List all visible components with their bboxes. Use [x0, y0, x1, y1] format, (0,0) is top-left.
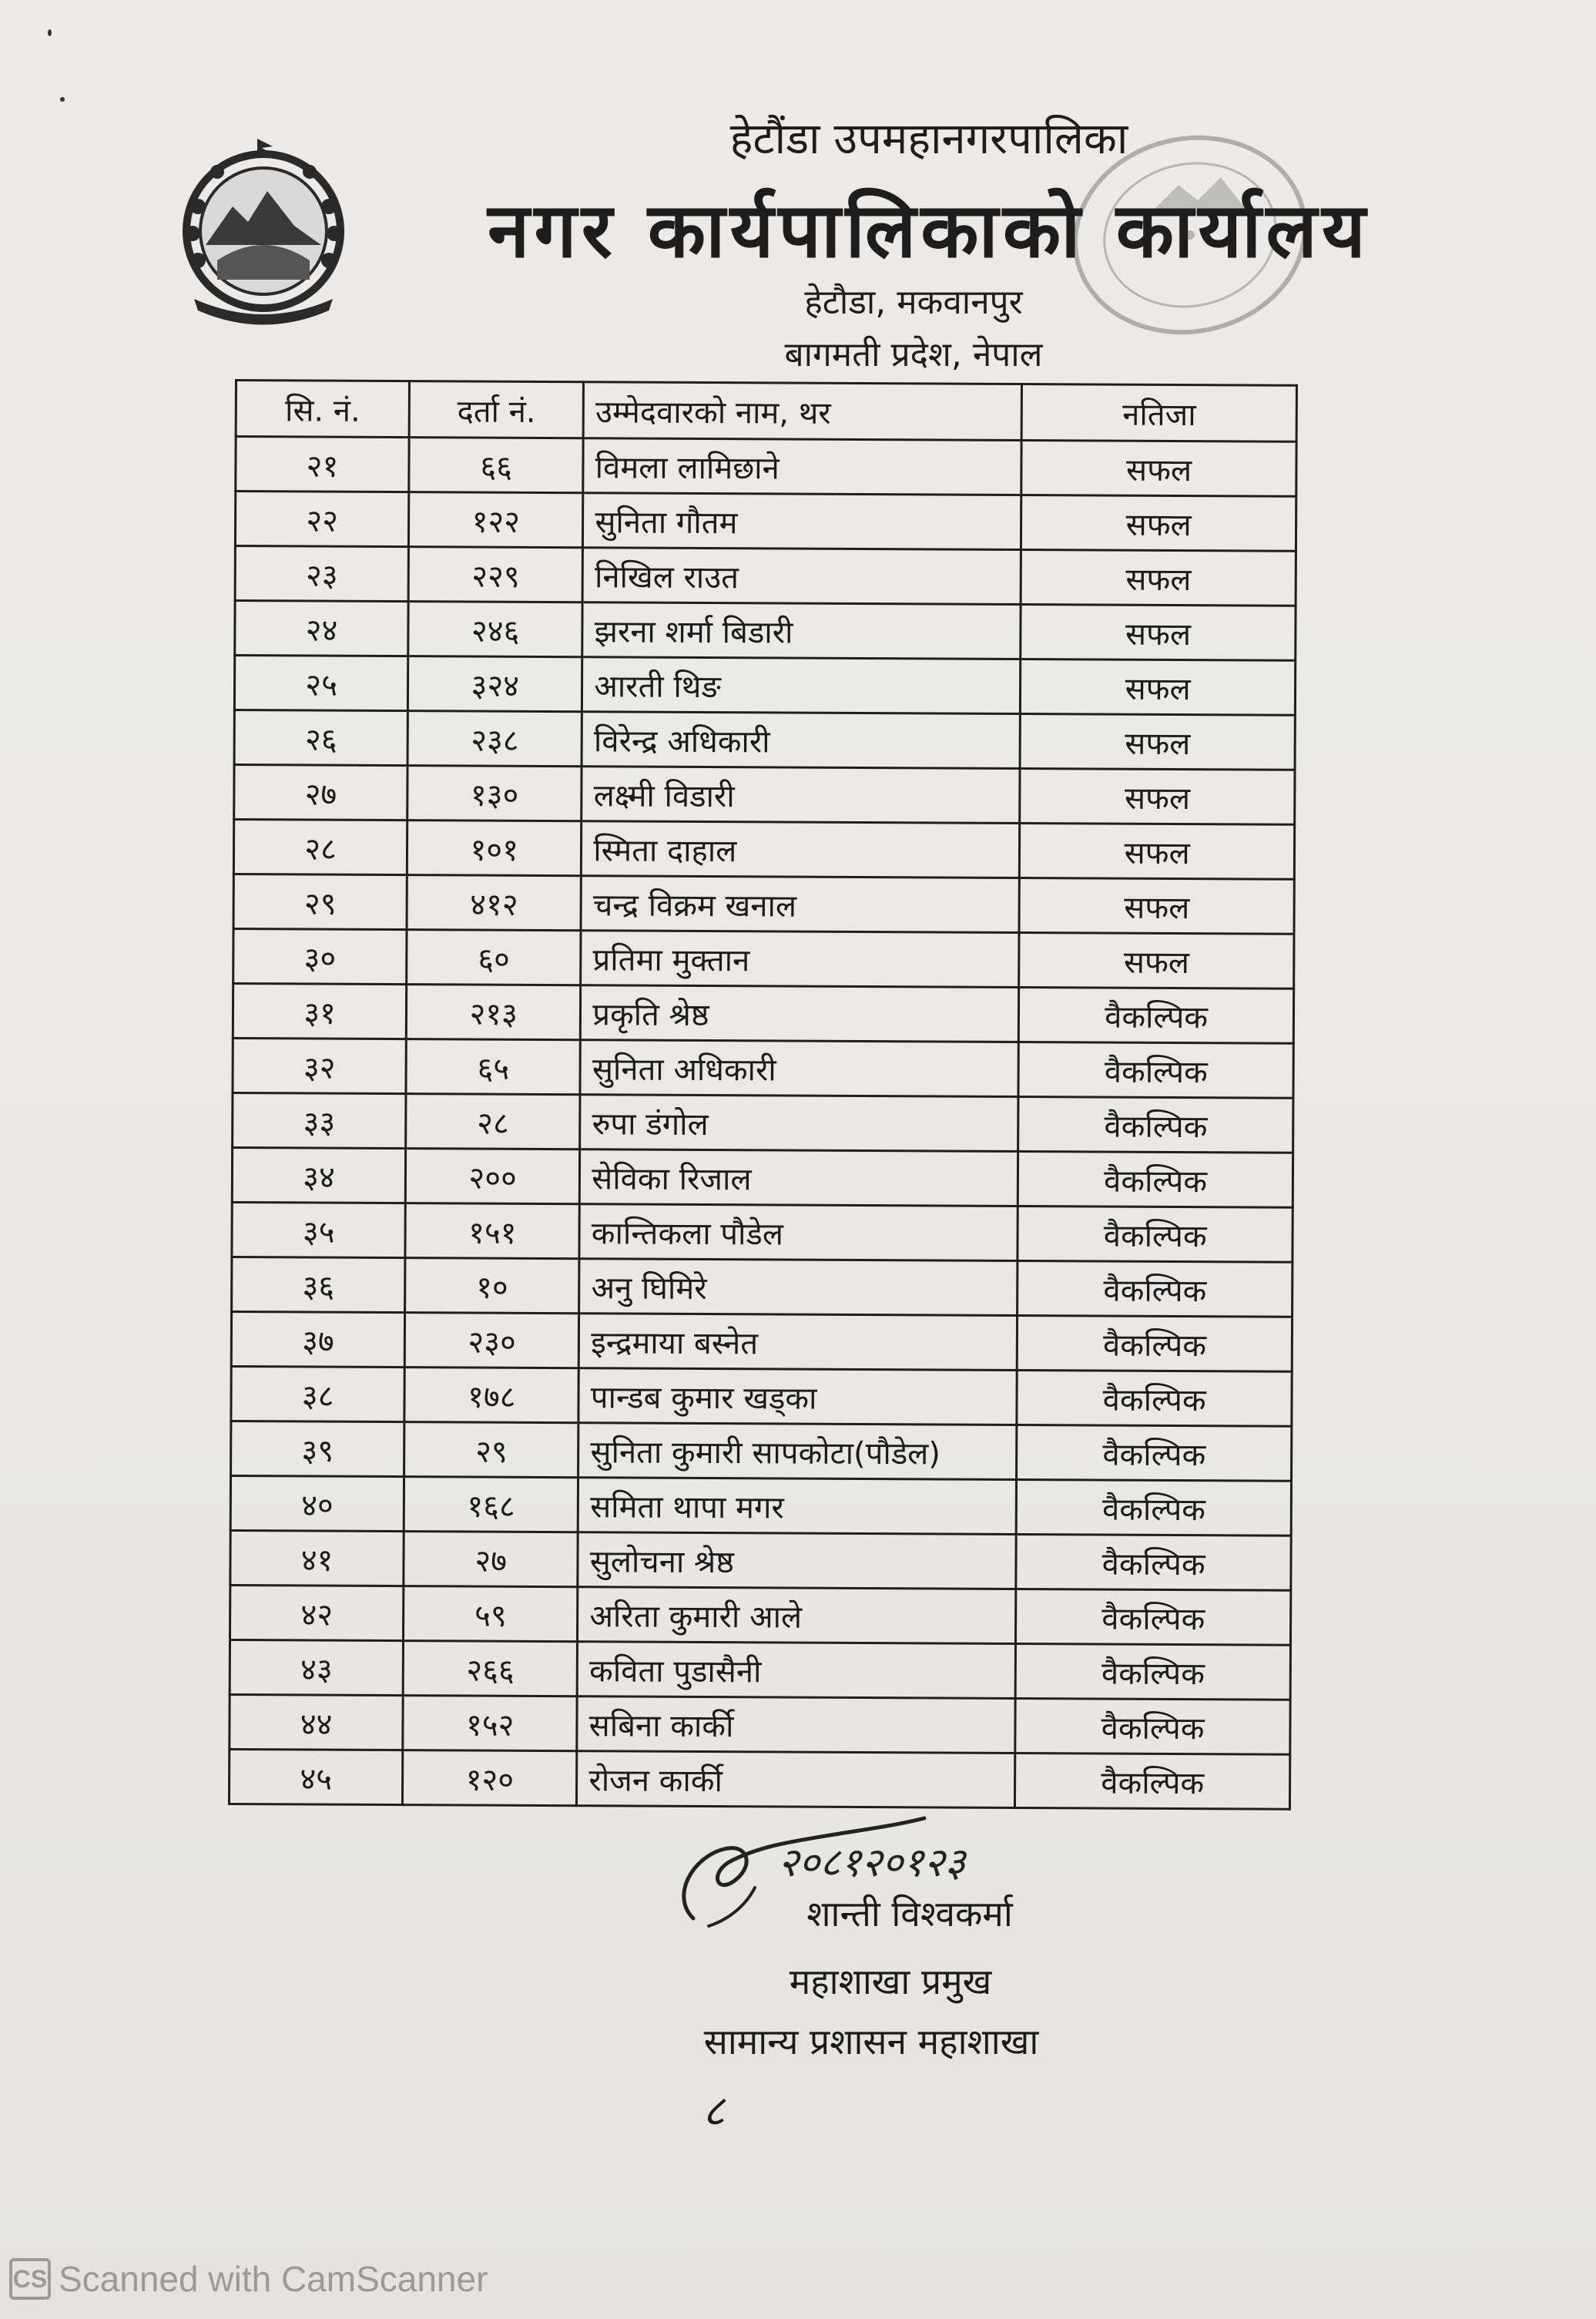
candidate-name-cell: इन्द्रमाया बस्नेत: [579, 1314, 1018, 1371]
candidate-name-cell: रोजन कार्की: [577, 1751, 1015, 1808]
result-cell: सफल: [1019, 932, 1294, 988]
candidate-name-cell: सुनिता कुमारी सापकोटा(पौडेल): [578, 1423, 1017, 1480]
serial-cell: २५: [234, 656, 408, 711]
candidate-name-cell: अरिता कुमारी आले: [578, 1587, 1016, 1644]
table-row: [231, 1421, 1292, 1481]
result-cell: सफल: [1021, 604, 1296, 660]
candidate-name-cell: झरना शर्मा बिडारी: [582, 602, 1021, 659]
table-row: [230, 1694, 1290, 1754]
candidate-name-cell: लक्ष्मी विडारी: [582, 767, 1020, 824]
result-cell: वैकल्पिक: [1018, 1096, 1293, 1153]
result-cell: वैकल्पिक: [1018, 1260, 1293, 1317]
result-cell: वैकल्पिक: [1016, 1479, 1291, 1535]
candidate-name-cell: अनु घिमिरे: [579, 1259, 1018, 1316]
table-header-row: [236, 381, 1296, 442]
result-cell: सफल: [1021, 495, 1296, 551]
result-cell: सफल: [1020, 768, 1295, 824]
column-header-name: उम्मेदवारको नाम, थर: [583, 382, 1021, 441]
table-row: [233, 874, 1294, 934]
result-cell: वैकल्पिक: [1019, 987, 1294, 1043]
registration-cell: १५२: [403, 1696, 577, 1751]
serial-cell: ३६: [232, 1257, 406, 1312]
result-cell: वैकल्पिक: [1015, 1643, 1290, 1700]
serial-cell: ३८: [231, 1366, 405, 1421]
serial-cell: २९: [233, 874, 407, 929]
serial-cell: २२: [235, 492, 409, 547]
serial-cell: ३४: [232, 1147, 406, 1203]
table-row: [233, 820, 1294, 880]
registration-cell: १२०: [403, 1750, 577, 1806]
signatory-name: शान्ती विश्वकर्मा: [806, 1893, 1013, 1935]
result-cell: वैकल्पिक: [1017, 1425, 1292, 1481]
registration-cell: २१३: [407, 985, 581, 1040]
address-city: हेटौडा, मकवानपुर: [804, 283, 1023, 322]
candidate-name-cell: आरती थिङ: [582, 657, 1021, 714]
registration-cell: २२९: [408, 547, 582, 602]
result-cell: सफल: [1021, 440, 1296, 496]
serial-cell: ३०: [233, 928, 407, 984]
serial-cell: २६: [234, 710, 408, 766]
candidate-name-cell: रुपा डंगोल: [580, 1095, 1018, 1152]
column-header-registration: दर्ता नं.: [409, 381, 583, 438]
serial-cell: ४५: [229, 1749, 403, 1804]
table-row: [230, 1530, 1291, 1590]
serial-cell: ३५: [232, 1202, 406, 1257]
result-cell: सफल: [1019, 878, 1294, 934]
table-row: [232, 1202, 1293, 1262]
registration-cell: २००: [405, 1149, 579, 1204]
serial-cell: ३७: [231, 1311, 405, 1367]
table-row: [235, 601, 1296, 661]
candidate-name-cell: प्रतिमा मुक्तान: [581, 931, 1019, 988]
result-cell: सफल: [1020, 823, 1295, 879]
registration-cell: २८: [406, 1094, 580, 1149]
table-row: [236, 437, 1296, 497]
registration-cell: १५१: [405, 1203, 579, 1259]
registration-cell: २३०: [404, 1313, 578, 1368]
registration-cell: १२२: [409, 492, 583, 548]
result-cell: सफल: [1021, 549, 1296, 606]
registration-cell: ६६: [409, 438, 583, 493]
table-row: [229, 1749, 1289, 1809]
table-row: [230, 1639, 1290, 1700]
candidate-name-cell: निखिल राउत: [582, 548, 1021, 605]
table-row: [234, 765, 1295, 825]
signatory-department: सामान्य प्रशासन महाशाखा: [703, 2021, 1039, 2062]
candidate-name-cell: स्मिता दाहाल: [582, 821, 1020, 878]
table-row: [233, 1092, 1293, 1153]
result-cell: वैकल्पिक: [1015, 1698, 1290, 1754]
table-row: [232, 1147, 1293, 1207]
table-row: [235, 546, 1296, 606]
registration-cell: ६५: [406, 1039, 580, 1095]
candidate-name-cell: प्रकृति श्रेष्ठ: [581, 985, 1019, 1042]
page-number: ८: [702, 2086, 726, 2136]
candidate-name-cell: सुनिता गौतम: [583, 493, 1021, 550]
serial-cell: २१: [236, 437, 410, 492]
serial-cell: २७: [234, 765, 408, 821]
serial-cell: २३: [235, 546, 409, 602]
candidate-name-cell: कान्तिकला पौडेल: [579, 1204, 1018, 1261]
candidate-name-cell: पान्डब कुमार खड्का: [578, 1368, 1017, 1425]
dust-speck: [48, 29, 52, 36]
table-row: [232, 1257, 1293, 1317]
serial-cell: ३२: [233, 1038, 407, 1093]
registration-cell: २६६: [403, 1641, 577, 1696]
office-title: नगर कार्यपालिकाको कार्यालय: [488, 187, 1370, 275]
registration-cell: ३२४: [408, 656, 582, 712]
registration-cell: २४६: [408, 602, 582, 657]
result-cell: वैकल्पिक: [1018, 1151, 1293, 1207]
registration-cell: १३०: [407, 766, 582, 821]
candidate-name-cell: विरेन्द्र अधिकारी: [582, 712, 1020, 769]
table-row: [233, 983, 1293, 1043]
serial-cell: ४२: [230, 1585, 404, 1640]
table-row: [234, 656, 1295, 716]
table-row: [230, 1585, 1291, 1645]
signature-date-scrawl: २०८१२०१२३: [778, 1840, 966, 1886]
table-row: [231, 1366, 1292, 1426]
camscanner-logo-icon: CS: [9, 2258, 51, 2300]
candidate-name-cell: समिता थापा मगर: [578, 1478, 1016, 1535]
registration-cell: १०: [405, 1258, 579, 1314]
result-cell: वैकल्पिक: [1018, 1206, 1293, 1262]
table-row: [231, 1311, 1292, 1371]
candidate-name-cell: सेविका रिजाल: [580, 1149, 1018, 1206]
candidate-name-cell: कविता पुडासैनी: [577, 1642, 1015, 1699]
registration-cell: २७: [404, 1532, 578, 1587]
registration-cell: ६०: [407, 930, 581, 985]
address-province: बागमती प्रदेश, नेपाल: [784, 335, 1043, 374]
serial-cell: ४४: [230, 1694, 404, 1750]
serial-cell: ३१: [233, 983, 407, 1039]
signatory-post: महाशाखा प्रमुख: [789, 1961, 992, 2002]
result-cell: वैकल्पिक: [1018, 1042, 1293, 1098]
registration-cell: १७८: [404, 1368, 578, 1423]
table-row: [230, 1475, 1291, 1535]
serial-cell: ४१: [230, 1530, 404, 1586]
registration-cell: ४१२: [407, 875, 581, 931]
column-header-serial: सि. नं.: [236, 381, 410, 438]
dust-speck: [60, 97, 65, 102]
table-row: [234, 710, 1295, 770]
result-cell: सफल: [1020, 713, 1295, 770]
registration-cell: १६८: [404, 1477, 578, 1532]
registration-cell: १०१: [407, 821, 582, 876]
camscanner-watermark: [9, 2256, 488, 2302]
column-header-result: नतिजा: [1021, 384, 1296, 441]
serial-cell: ३९: [231, 1421, 405, 1476]
table-row: [233, 1038, 1293, 1098]
candidate-name-cell: सुलोचना श्रेष्ठ: [578, 1532, 1016, 1589]
serial-cell: ४३: [230, 1639, 404, 1695]
result-cell: वैकल्पिक: [1016, 1534, 1291, 1590]
serial-cell: ३३: [233, 1092, 407, 1148]
result-cell: वैकल्पिक: [1015, 1753, 1290, 1809]
camscanner-label: Scanned with CamScanner: [59, 2259, 488, 2299]
serial-cell: २८: [233, 820, 407, 875]
candidate-name-cell: सुनिता अधिकारी: [580, 1040, 1018, 1097]
registration-cell: २९: [404, 1422, 578, 1478]
candidate-name-cell: सबिना कार्की: [577, 1696, 1015, 1754]
registration-cell: ५९: [404, 1586, 578, 1642]
table-row: [235, 492, 1296, 552]
result-cell: सफल: [1021, 659, 1296, 715]
table-row: [233, 928, 1294, 988]
candidate-name-cell: चन्द्र विक्रम खनाल: [581, 876, 1019, 933]
result-cell: वैकल्पिक: [1018, 1315, 1293, 1371]
serial-cell: ४०: [230, 1475, 404, 1531]
municipality-title: हेटौंडा उपमहानगरपालिका: [729, 114, 1128, 164]
registration-cell: २३८: [407, 711, 582, 767]
serial-cell: २४: [235, 601, 409, 656]
results-table: [228, 379, 1298, 1811]
result-cell: वैकल्पिक: [1016, 1589, 1291, 1645]
result-cell: वैकल्पिक: [1017, 1370, 1292, 1426]
candidate-name-cell: विमला लामिछाने: [583, 438, 1021, 495]
